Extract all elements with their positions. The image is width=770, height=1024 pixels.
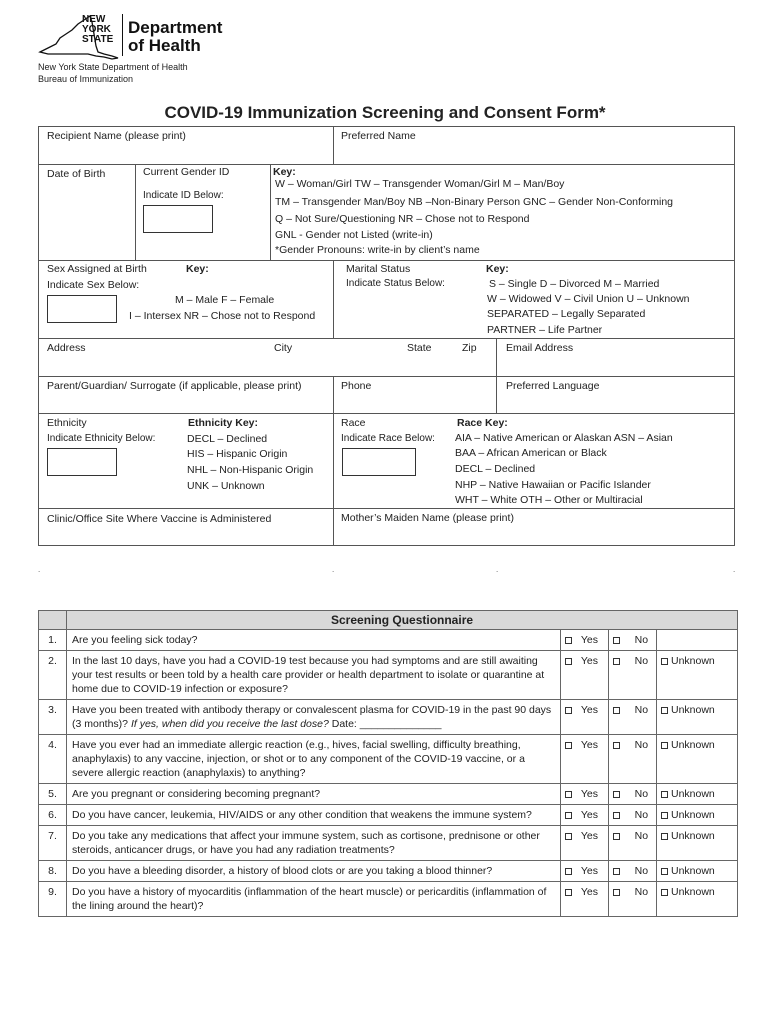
col-divider bbox=[333, 126, 334, 164]
race-key-label: Race Key: bbox=[457, 417, 508, 429]
unknown-label: Unknown bbox=[671, 655, 715, 667]
race-input[interactable] bbox=[342, 448, 416, 476]
gender-pronouns-note: *Gender Pronouns: write-in by client’s name bbox=[275, 244, 480, 256]
marital-status-label: Marital Status bbox=[346, 263, 411, 275]
recipient-name-label: Recipient Name (please print) bbox=[47, 130, 186, 142]
question-number: 3. bbox=[39, 700, 67, 735]
checkbox-icon[interactable] bbox=[661, 812, 668, 819]
no-option[interactable] bbox=[609, 882, 657, 917]
no-label: No bbox=[634, 865, 649, 877]
sex-assigned-label: Sex Assigned at Birth bbox=[47, 263, 147, 275]
checkbox-icon[interactable] bbox=[661, 833, 668, 840]
question-number: 2. bbox=[39, 651, 67, 700]
unknown-label: Unknown bbox=[671, 886, 715, 898]
checkbox-icon[interactable] bbox=[661, 889, 668, 896]
ethnicity-key-line: UNK – Unknown bbox=[187, 480, 265, 492]
logo-divider bbox=[122, 14, 123, 56]
unknown-label: Unknown bbox=[671, 739, 715, 751]
no-label: No bbox=[634, 830, 649, 842]
question-text-body: Have you been treated with antibody therapy or convalescent plasma for COVID-19 in the past 90 days (3 months)? bbox=[72, 704, 552, 730]
screening-questionnaire-table bbox=[38, 610, 738, 917]
question-text-body: Have you ever had an immediate allergic reaction (e.g., hives, facial swelling, difficulty breathing, anaphylaxis) to any vaccine, injection, or shot or to any component of the COVID-19 vaccine, or a severe allergic reaction (anaphylaxis) to anything? bbox=[72, 739, 525, 779]
no-label: No bbox=[634, 634, 649, 646]
question-text bbox=[67, 651, 561, 700]
yes-option[interactable] bbox=[561, 861, 609, 882]
questionnaire-header-row bbox=[39, 611, 738, 630]
address-label: Address bbox=[47, 342, 86, 354]
col-divider bbox=[270, 164, 271, 260]
no-option[interactable] bbox=[609, 700, 657, 735]
checkbox-icon[interactable] bbox=[613, 889, 620, 896]
logo-state-text bbox=[82, 15, 113, 45]
logo-department-text bbox=[128, 19, 222, 55]
ethnicity-key-line: NHL – Non-Hispanic Origin bbox=[187, 464, 314, 476]
checkbox-icon[interactable] bbox=[613, 637, 620, 644]
marital-key-line: S – Single D – Divorced M – Married bbox=[489, 278, 660, 290]
table-row bbox=[39, 735, 738, 784]
col-divider bbox=[333, 376, 334, 546]
checkbox-icon[interactable] bbox=[613, 707, 620, 714]
preferred-language-label: Preferred Language bbox=[506, 380, 600, 392]
yes-option[interactable] bbox=[561, 700, 609, 735]
gender-key-line: TM – Transgender Man/Boy NB –Non-Binary Person GNC – Gender Non-Conforming bbox=[275, 196, 674, 208]
agency-name: New York State Department of Health bbox=[38, 62, 188, 72]
row-divider bbox=[38, 508, 735, 509]
unknown-option[interactable] bbox=[657, 700, 738, 735]
question-number: 1. bbox=[39, 630, 67, 651]
checkbox-icon[interactable] bbox=[613, 742, 620, 749]
question-followup: If yes, when did you receive the last dose? bbox=[130, 718, 329, 730]
yes-option[interactable] bbox=[561, 805, 609, 826]
page-mark: . bbox=[733, 565, 736, 574]
marital-key-line: SEPARATED – Legally Separated bbox=[487, 308, 646, 320]
checkbox-icon[interactable] bbox=[565, 742, 572, 749]
question-text bbox=[67, 861, 561, 882]
checkbox-icon[interactable] bbox=[565, 868, 572, 875]
checkbox-icon[interactable] bbox=[565, 889, 572, 896]
clinic-site-label: Clinic/Office Site Where Vaccine is Administered bbox=[47, 513, 272, 525]
checkbox-icon[interactable] bbox=[661, 658, 668, 665]
no-label: No bbox=[634, 739, 649, 751]
unknown-option-empty bbox=[657, 630, 738, 651]
unknown-label: Unknown bbox=[671, 830, 715, 842]
date-field-label: Date: ______________ bbox=[331, 718, 442, 730]
yes-label: Yes bbox=[580, 739, 598, 751]
checkbox-icon[interactable] bbox=[565, 637, 572, 644]
ethnicity-key-line: DECL – Declined bbox=[187, 433, 268, 445]
header-spacer bbox=[39, 611, 67, 630]
unknown-option[interactable] bbox=[657, 784, 738, 805]
sex-indicate-label: Indicate Sex Below: bbox=[47, 279, 140, 291]
question-text-body: Do you have a bleeding disorder, a history of blood clots or are you taking a blood thinner? bbox=[72, 865, 493, 877]
ethnicity-key-label: Ethnicity Key: bbox=[188, 417, 259, 429]
city-label: City bbox=[274, 342, 293, 354]
yes-option[interactable] bbox=[561, 651, 609, 700]
race-indicate-label: Indicate Race Below: bbox=[341, 433, 435, 444]
yes-label: Yes bbox=[580, 704, 598, 716]
gender-key-label: Key: bbox=[273, 166, 296, 178]
unknown-option[interactable] bbox=[657, 861, 738, 882]
zip-label: Zip bbox=[462, 342, 477, 354]
no-label: No bbox=[634, 704, 649, 716]
checkbox-icon[interactable] bbox=[661, 791, 668, 798]
checkbox-icon[interactable] bbox=[565, 658, 572, 665]
page-mark: . bbox=[496, 565, 499, 574]
question-text-body: In the last 10 days, have you had a COVID-19 test because you had symptoms and are still awaiting your test results or been told by a health care provider or health department to isolate or quarantine at home due to COVID-19 infection or exposure? bbox=[72, 655, 545, 695]
checkbox-icon[interactable] bbox=[565, 791, 572, 798]
table-row bbox=[39, 805, 738, 826]
preferred-name-label: Preferred Name bbox=[341, 130, 416, 142]
race-label: Race bbox=[341, 417, 366, 429]
logo-state-line: STATE bbox=[82, 34, 114, 45]
marital-key-line: W – Widowed V – Civil Union U – Unknown bbox=[487, 293, 690, 305]
no-option[interactable] bbox=[609, 735, 657, 784]
agency-block bbox=[38, 61, 188, 85]
unknown-label: Unknown bbox=[671, 809, 715, 821]
unknown-label: Unknown bbox=[671, 788, 715, 800]
yes-label: Yes bbox=[580, 865, 598, 877]
checkbox-icon[interactable] bbox=[565, 833, 572, 840]
row-divider bbox=[38, 260, 735, 261]
question-text-body: Do you have cancer, leukemia, HIV/AIDS or any other condition that weakens the immune system? bbox=[72, 809, 532, 821]
sex-input[interactable] bbox=[47, 295, 117, 323]
question-text bbox=[67, 826, 561, 861]
gender-key-line: W – Woman/Girl TW – Transgender Woman/Girl M – Man/Boy bbox=[275, 178, 565, 190]
dob-label: Date of Birth bbox=[47, 168, 106, 180]
logo-dept-line: of Health bbox=[128, 36, 201, 55]
ethnicity-input[interactable] bbox=[47, 448, 117, 476]
ethnicity-indicate-label: Indicate Ethnicity Below: bbox=[47, 433, 156, 444]
race-key-line: AIA – Native American or Alaskan ASN – Asian bbox=[455, 432, 673, 444]
checkbox-icon[interactable] bbox=[613, 812, 620, 819]
phone-label: Phone bbox=[341, 380, 372, 392]
unknown-option[interactable] bbox=[657, 651, 738, 700]
question-text-body: Are you pregnant or considering becoming pregnant? bbox=[72, 788, 321, 800]
table-row bbox=[39, 700, 738, 735]
yes-label: Yes bbox=[580, 655, 598, 667]
ethnicity-label: Ethnicity bbox=[47, 417, 87, 429]
checkbox-icon[interactable] bbox=[613, 658, 620, 665]
question-number: 6. bbox=[39, 805, 67, 826]
yes-label: Yes bbox=[580, 634, 598, 646]
race-key-line: WHT – White OTH – Other or Multiracial bbox=[455, 494, 643, 506]
logo-state-line: NEW bbox=[82, 14, 106, 25]
question-number: 9. bbox=[39, 882, 67, 917]
race-key-line: BAA – African American or Black bbox=[455, 447, 607, 459]
table-row bbox=[39, 630, 738, 651]
no-label: No bbox=[634, 886, 649, 898]
question-number: 5. bbox=[39, 784, 67, 805]
no-option[interactable] bbox=[609, 805, 657, 826]
yes-label: Yes bbox=[580, 830, 598, 842]
row-divider bbox=[38, 413, 735, 414]
no-option[interactable] bbox=[609, 784, 657, 805]
race-key-line: NHP – Native Hawaiian or Pacific Islander bbox=[455, 479, 651, 491]
question-text bbox=[67, 784, 561, 805]
race-key-line: DECL – Declined bbox=[455, 463, 536, 475]
question-text bbox=[67, 805, 561, 826]
no-option[interactable] bbox=[609, 861, 657, 882]
unknown-option[interactable] bbox=[657, 826, 738, 861]
gender-key-line: GNL - Gender not Listed (write-in) bbox=[275, 229, 433, 241]
sex-key-label: Key: bbox=[186, 263, 209, 275]
row-divider bbox=[38, 376, 735, 377]
checkbox-icon[interactable] bbox=[661, 868, 668, 875]
logo-state-line: YORK bbox=[82, 24, 111, 35]
no-label: No bbox=[634, 788, 649, 800]
question-text-body: Do you take any medications that affect your immune system, such as cortisone, prednisone or other steroids, anticancer drugs, or have you had any radiation treatments? bbox=[72, 830, 540, 856]
table-row bbox=[39, 651, 738, 700]
question-text-body: Do you have a history of myocarditis (inflammation of the heart muscle) or pericarditis (inflammation of the lining around the heart)? bbox=[72, 886, 547, 912]
indicate-id-label: Indicate ID Below: bbox=[143, 190, 224, 201]
no-label: No bbox=[634, 809, 649, 821]
row-divider bbox=[38, 338, 735, 339]
question-text bbox=[67, 700, 561, 735]
table-row bbox=[39, 826, 738, 861]
yes-option[interactable] bbox=[561, 882, 609, 917]
checkbox-icon[interactable] bbox=[565, 812, 572, 819]
bureau-name: Bureau of Immunization bbox=[38, 74, 134, 84]
col-divider bbox=[496, 338, 497, 413]
yes-option[interactable] bbox=[561, 826, 609, 861]
checkbox-icon[interactable] bbox=[661, 707, 668, 714]
unknown-label: Unknown bbox=[671, 704, 715, 716]
gender-key-line: Q – Not Sure/Questioning NR – Chose not to Respond bbox=[275, 213, 530, 225]
unknown-option[interactable] bbox=[657, 882, 738, 917]
logo-dept-line: Department bbox=[128, 18, 223, 37]
yes-label: Yes bbox=[580, 809, 598, 821]
sex-key-line: M – Male F – Female bbox=[175, 294, 275, 306]
no-label: No bbox=[634, 655, 649, 667]
checkbox-icon[interactable] bbox=[565, 707, 572, 714]
marital-key-label: Key: bbox=[486, 263, 509, 275]
table-row bbox=[39, 861, 738, 882]
table-row bbox=[39, 882, 738, 917]
unknown-option[interactable] bbox=[657, 735, 738, 784]
gender-id-label: Current Gender ID bbox=[143, 166, 230, 178]
question-number: 8. bbox=[39, 861, 67, 882]
question-text bbox=[67, 882, 561, 917]
page-mark: . bbox=[332, 565, 335, 574]
question-text bbox=[67, 630, 561, 651]
yes-option[interactable] bbox=[561, 784, 609, 805]
col-divider bbox=[333, 260, 334, 338]
email-label: Email Address bbox=[506, 342, 574, 354]
marital-key-line: PARTNER – Life Partner bbox=[487, 324, 603, 336]
sex-key-line: I – Intersex NR – Chose not to Respond bbox=[129, 310, 316, 322]
no-option[interactable] bbox=[609, 826, 657, 861]
gender-id-input[interactable] bbox=[143, 205, 213, 233]
col-divider bbox=[135, 164, 136, 260]
guardian-label: Parent/Guardian/ Surrogate (if applicable, please print) bbox=[47, 380, 302, 392]
ethnicity-key-line: HIS – Hispanic Origin bbox=[187, 448, 288, 460]
checkbox-icon[interactable] bbox=[661, 742, 668, 749]
yes-label: Yes bbox=[580, 788, 598, 800]
marital-indicate-label: Indicate Status Below: bbox=[346, 278, 445, 289]
checkbox-icon[interactable] bbox=[613, 791, 620, 798]
no-option[interactable] bbox=[609, 651, 657, 700]
checkbox-icon[interactable] bbox=[613, 833, 620, 840]
question-number: 4. bbox=[39, 735, 67, 784]
question-number: 7. bbox=[39, 826, 67, 861]
yes-option[interactable] bbox=[561, 630, 609, 651]
mothers-maiden-name-label: Mother’s Maiden Name (please print) bbox=[341, 512, 514, 524]
table-row bbox=[39, 784, 738, 805]
unknown-option[interactable] bbox=[657, 805, 738, 826]
questionnaire-title: Screening Questionnaire bbox=[67, 611, 738, 630]
yes-label: Yes bbox=[580, 886, 598, 898]
question-text-body: Are you feeling sick today? bbox=[72, 634, 198, 646]
page-mark: . bbox=[38, 565, 41, 574]
unknown-label: Unknown bbox=[671, 865, 715, 877]
no-option[interactable] bbox=[609, 630, 657, 651]
form-title: COVID-19 Immunization Screening and Consent Form* bbox=[164, 103, 606, 122]
checkbox-icon[interactable] bbox=[613, 868, 620, 875]
question-text bbox=[67, 735, 561, 784]
state-label: State bbox=[407, 342, 432, 354]
yes-option[interactable] bbox=[561, 735, 609, 784]
